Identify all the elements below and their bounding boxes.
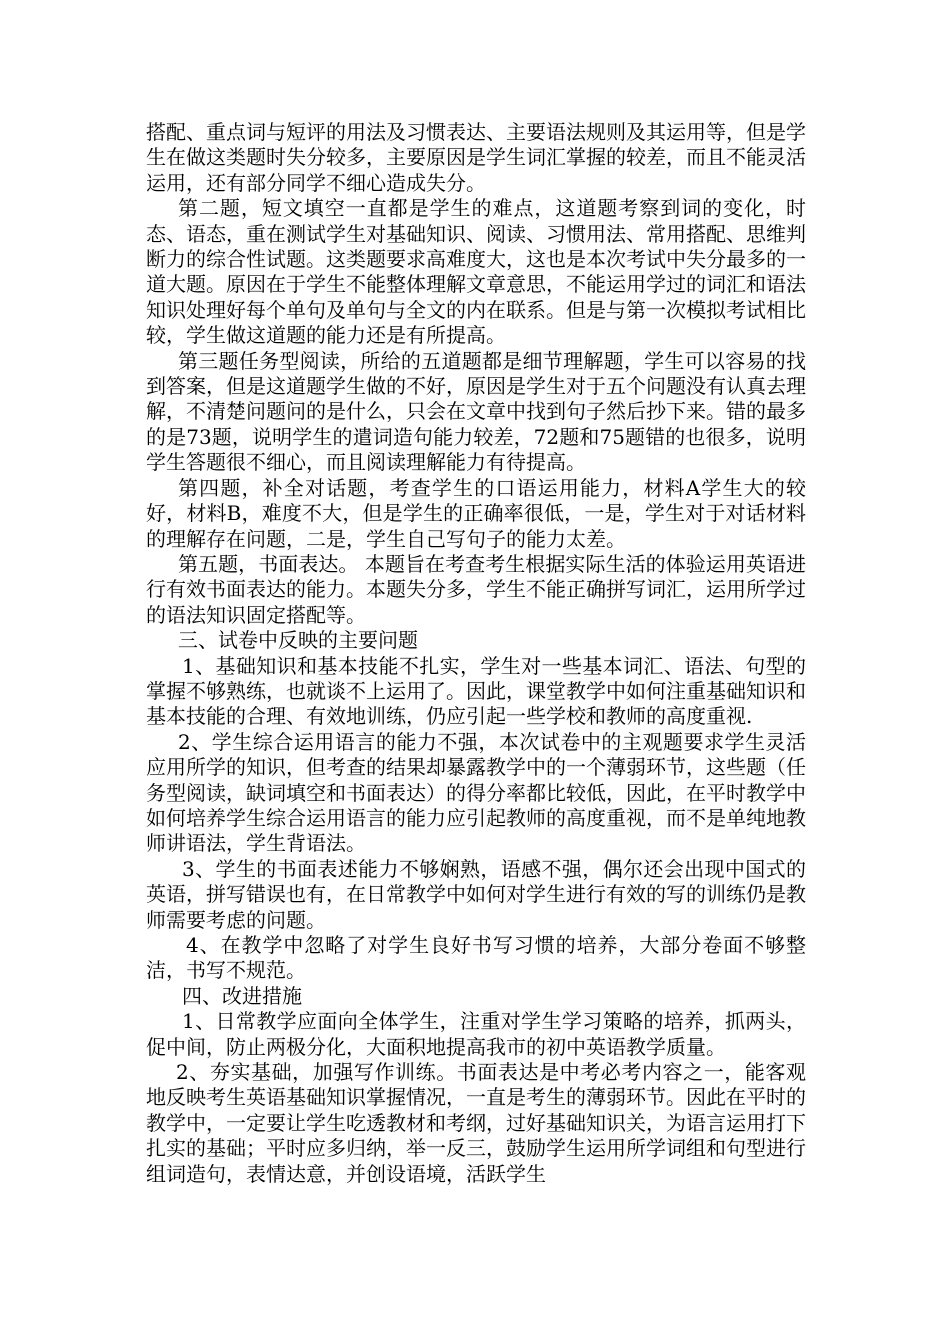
paragraph-problem-four: 4、在教学中忽略了对学生良好书写习惯的培养，大部分卷面不够整洁，书写不规范。 (146, 933, 806, 983)
document-body (146, 120, 806, 1187)
paragraph-problem-three: 3、学生的书面表述能力不够娴熟，语感不强，偶尔还会出现中国式的英语，拼写错误也有，在日常教学中如何对学生进行有效的写的训练仍是教师需要考虑的问题。 (146, 856, 806, 932)
paragraph-question-two: 第二题，短文填空一直都是学生的难点，这道题考察到词的变化，时态、语态，重在测试学生对基础知识、阅读、习惯用法、常用搭配、思维判断力的综合性试题。这类题要求高难度大，这也是本次考试中失分最多的一道大题。原因在于学生不能整体理解文章意思，不能运用学过的词汇和语法知识处理好每个单句及单句与全文的内在联系。但是与第一次模拟考试相比较，学生做这道题的能力还是有所提高。 (146, 196, 806, 348)
paragraph-question-four: 第四题，补全对话题，考查学生的口语运用能力，材料A学生大的较好，材料B，难度不大，但是学生的正确率很低，一是，学生对于对话材料的理解存在问题，二是，学生自己写句子的能力太差。 (146, 475, 806, 551)
paragraph-continuation: 搭配、重点词与短评的用法及习惯表达、主要语法规则及其运用等，但是学生在做这类题时失分较多，主要原因是学生词汇掌握的较差，而且不能灵活运用，还有部分同学不细心造成失分。 (146, 120, 806, 195)
paragraph-problem-one: 1、基础知识和基本技能不扎实，学生对一些基本词汇、语法、句型的掌握不够熟练，也就谈不上运用了。因此，课堂教学中如何注重基础知识和基本技能的合理、有效地训练，仍应引起一些学校和教师的高度重视. (146, 653, 806, 729)
paragraph-question-five: 第五题，书面表达。 本题旨在考查考生根据实际生活的体验运用英语进行有效书面表达的能力。本题失分多，学生不能正确拼写词汇，运用所学过的语法知识固定搭配等。 (146, 551, 806, 627)
paragraph-improvement-one: 1、日常教学应面向全体学生，注重对学生学习策略的培养，抓两头，促中间，防止两极分化，大面积地提高我市的初中英语教学质量。 (146, 1009, 806, 1059)
paragraph-question-three: 第三题任务型阅读，所给的五道题都是细节理解题，学生可以容易的找到答案，但是这道题学生做的不好，原因是学生对于五个问题没有认真去理解，不清楚问题问的是什么，只会在文章中找到句子然后抄下来。错的最多的是73题，说明学生的遣词造句能力较差，72题和75题错的也很多，说明学生答题很不细心，而且阅读理解能力有待提高。 (146, 348, 806, 475)
section-heading-improvements: 四、改进措施 (182, 983, 302, 1008)
paragraph-improvement-two: 2、夯实基础，加强写作训练。书面表达是中考必考内容之一，能客观地反映考生英语基础知识掌握情况，一直是考生的薄弱环节。因此在平时的教学中，一定要让学生吃透教材和考纲，过好基础知识关，为语言运用打下扎实的基础；平时应多归纳，举一反三，鼓励学生运用所学词组和句型进行组词造句，表情达意，并创设语境，活跃学生 (146, 1060, 806, 1186)
section-heading-problems: 三、试卷中反映的主要问题 (178, 628, 418, 653)
paragraph-problem-two: 2、学生综合运用语言的能力不强，本次试卷中的主观题要求学生灵活应用所学的知识，但考查的结果却暴露教学中的一个薄弱环节，这些题（任务型阅读，缺词填空和书面表达）的得分率都比较低，因此，在平时教学中如何培养学生综合运用语言的能力应引起教师的高度重视，而不是单纯地教师讲语法，学生背语法。 (146, 729, 806, 856)
